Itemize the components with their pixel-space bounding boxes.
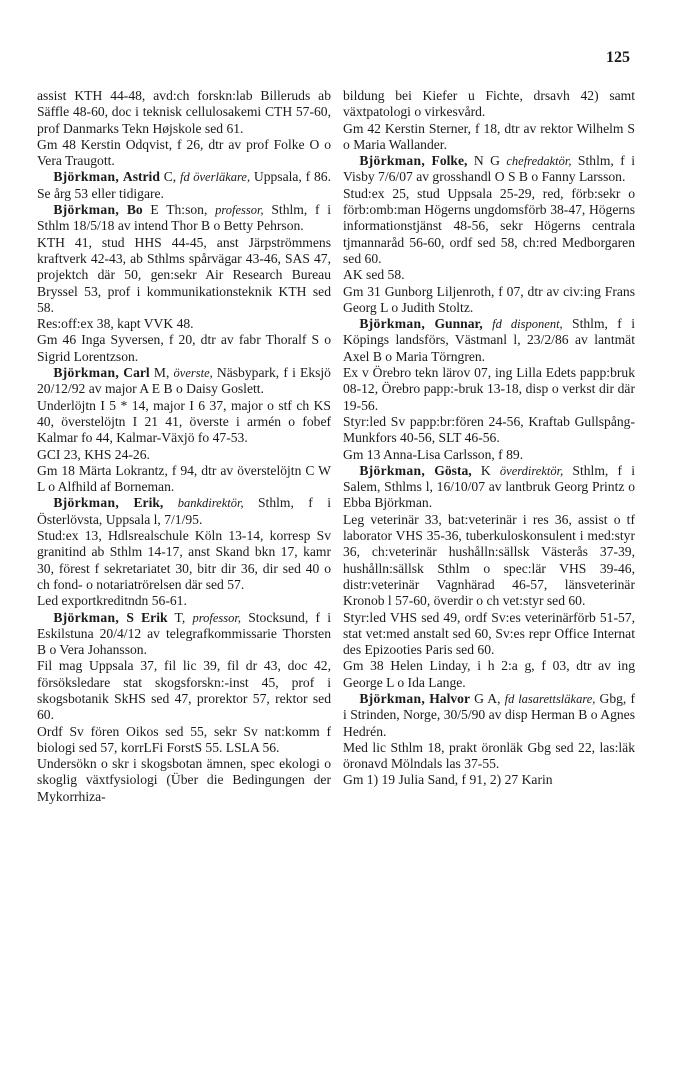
entry-initials: M, bbox=[149, 365, 170, 381]
entry-surname: Björkman, bbox=[359, 690, 426, 706]
entry-details: Sthlm, f i Sthlm 18/5/18 av intend Thor B o Betty Pehrson. bbox=[37, 202, 331, 234]
biography-entry bbox=[343, 691, 635, 740]
entry-paragraph: GCI 23, KHS 24-26. bbox=[37, 446, 150, 462]
entry-paragraph: KTH 41, stud HHS 44-45, anst Järpströmmens kraftverk 42-43, ab Sthlms spårvägar 43-46, SAS 47, projektch där 50, gen:sekr Air Research Bureau Bryssel 53, prof i kommunikationsteknik KTH sed 58. bbox=[37, 234, 331, 315]
entry-details: Sthlm, f i Salem, Sthlms l, 16/10/07 av lantbruk Georg Printz o Ebba Björkman. bbox=[343, 462, 635, 511]
entry-paragraph: Gm 13 Anna-Lisa Carlsson, f 89. bbox=[343, 446, 524, 462]
entry-paragraph: Stud:ex 25, stud Uppsala 25-29, red, förb:sekr o förb:omb:man Högerns ungdomsförb 38-47, Högerns informationstjänst 48-56, sekr Högerns centrala tjmannaråd 56-60, ordf sed 58, ch:red Medborgaren sed 60. bbox=[343, 185, 635, 266]
entry-title: överste, bbox=[173, 366, 213, 381]
entry-initials: T, bbox=[167, 609, 186, 625]
entry-paragraph: Led exportkreditndn 56-61. bbox=[37, 593, 187, 609]
entry-paragraph: Gm 1) 19 Julia Sand, f 91, 2) 27 Karin bbox=[343, 772, 553, 788]
entry-initials: N G bbox=[467, 153, 500, 169]
entry-surname: Björkman, bbox=[53, 202, 120, 218]
entry-surname: Björkman, bbox=[53, 609, 120, 625]
entry-paragraph: Med lic Sthlm 18, prakt öronläk Gbg sed 22, las:läk öronavd Mölndals las 37-55. bbox=[343, 739, 635, 772]
entry-title: professor, bbox=[215, 203, 264, 218]
page-number: 125 bbox=[606, 49, 630, 66]
entry-details: Sthlm, f i Köpings landsförs, Västmanl l, 23/2/86 av lantmät Axel B o Maria Törngren. bbox=[343, 316, 635, 364]
right-column bbox=[343, 88, 635, 789]
entry-paragraph: Styr:led VHS sed 49, ordf Sv:es veterinärförb 51-57, stat vet:med anstalt sed 60, Sv:es repr Office Internat des Epizooties Paris sed 60. bbox=[343, 609, 635, 658]
biography-entry bbox=[343, 316, 635, 365]
entry-given-name: Halvor bbox=[429, 690, 470, 706]
biography-entry bbox=[37, 495, 331, 528]
entry-paragraph: Res:off:ex 38, kapt VVK 48. bbox=[37, 316, 194, 332]
entry-paragraph: Gm 38 Helen Linday, i h 2:a g, f 03, dtr av ing George L o Ida Lange. bbox=[343, 658, 635, 690]
entry-surname: Björkman, bbox=[359, 153, 426, 169]
biography-entry bbox=[37, 610, 331, 659]
entry-given-name: Astrid bbox=[122, 169, 160, 185]
biography-entry bbox=[37, 169, 331, 202]
entry-title: fd överläkare, bbox=[180, 170, 251, 185]
entry-title: chefredaktör, bbox=[506, 154, 572, 169]
entry-given-name: Bo bbox=[126, 202, 143, 218]
entry-paragraph: Gm 18 Märta Lokrantz, f 94, dtr av överstelöjtn C W L o Alfhild af Borneman. bbox=[37, 462, 331, 495]
entry-initials: G A, bbox=[469, 690, 501, 706]
entry-title: bankdirektör, bbox=[177, 496, 244, 511]
entry-given-name: Folke, bbox=[431, 153, 468, 169]
entry-surname: Björkman, bbox=[53, 169, 120, 185]
entry-paragraph: Gm 48 Kerstin Odqvist, f 26, dtr av prof Folke O o Vera Traugott. bbox=[37, 136, 331, 169]
biography-entry bbox=[343, 153, 635, 186]
entry-surname: Björkman, bbox=[53, 365, 120, 381]
entry-title: fd lasarettsläkare, bbox=[504, 691, 596, 706]
entry-paragraph: Ex v Örebro tekn lärov 07, ing Lilla Edets papp:bruk 08-12, Örebro papp:-bruk 13-18, disp o verkst dir där 19-56. bbox=[343, 365, 635, 413]
entry-paragraph: Gm 31 Gunborg Liljenroth, f 07, dtr av civ:ing Frans Georg L o Judith Stoltz. bbox=[343, 283, 635, 315]
biography-entry bbox=[343, 463, 635, 512]
entry-title: professor, bbox=[192, 610, 241, 625]
entry-paragraph: AK sed 58. bbox=[343, 267, 405, 283]
entry-paragraph: Undersökn o skr i skogsbotan ämnen, spec ekologi o skoglig växtfysiologi (Über die Bedingungen der Mykorrhiza- bbox=[37, 756, 331, 804]
entry-given-name: Carl bbox=[123, 365, 150, 381]
entry-paragraph: Underlöjtn I 5 * 14, major I 6 37, major o stf ch KS 40, överstelöjtn I 21 41, överste i armén o fobef Kalmar fo 44, Kalmar-Växjö fo 47-53. bbox=[37, 397, 331, 446]
entry-title: fd disponent, bbox=[492, 317, 563, 332]
entry-details: Sthlm, f i Visby 7/6/07 av grosshandl O S B o Fanny Larsson. bbox=[343, 153, 635, 185]
entry-paragraph: Styr:led Sv papp:br:fören 24-56, Kraftab Gullspång-Munkfors 40-56, SLT 46-56. bbox=[343, 413, 635, 446]
entry-paragraph: bildung bei Kiefer u Fichte, drsavh 42) samt växtpatologi o virkesvård. bbox=[343, 88, 635, 120]
entry-details: Stocksund, f i Eskilstuna 20/4/12 av telegrafkommissarie Thorsten B o Vera Johansson. bbox=[37, 609, 331, 658]
biography-entry bbox=[37, 202, 331, 235]
entry-details: Gbg, f i Strinden, Norge, 30/5/90 av disp Herman B o Agnes Hedrén. bbox=[343, 690, 635, 739]
entry-initials: K bbox=[471, 462, 491, 478]
left-column bbox=[37, 88, 331, 805]
entry-paragraph: Gm 42 Kerstin Sterner, f 18, dtr av rektor Wilhelm S o Maria Wallander. bbox=[343, 120, 635, 152]
entry-details: Uppsala, f 86. Se årg 53 eller tidigare. bbox=[37, 169, 331, 201]
entry-paragraph: Leg veterinär 33, bat:veterinär i res 36, assist o tf laborator VHS 35-36, tuberkuloskonsulent i med:styr 36, ch:veterinär hushålln:sällsk Västerås 37-39, hushålln:sällsk Sthlm o spec:lär VHS 39-46, distr:veterinär Vagnhärad 46-57, länsveterinär Kronob l 57-60, överdir o ch vet:styr sed 60. bbox=[343, 511, 635, 609]
entry-paragraph: Stud:ex 13, Hdlsrealschule Köln 13-14, korresp Sv granitind ab Sthlm 14-17, anst Skand bkn 17, kamr 30, förest f sekretariatet 30, bitr dir 36, dir sed 40 o ch fond- o notariatrörelsen där sed 57. bbox=[37, 528, 331, 592]
entry-given-name: S Erik bbox=[126, 609, 168, 625]
entry-surname: Björkman, bbox=[359, 462, 426, 478]
entry-given-name: Gösta, bbox=[434, 462, 472, 478]
entry-paragraph: Fil mag Uppsala 37, fil lic 39, fil dr 43, doc 42, försöksledare stat skogsforskn:-inst 45, prof i skogsbotanik SkHS sed 47, prorektor 57, rektor sed 60. bbox=[37, 658, 331, 723]
entry-given-name: Erik, bbox=[133, 495, 164, 511]
entry-details: Sthlm, f i Österlövsta, Uppsala l, 7/1/95. bbox=[37, 495, 331, 527]
entry-given-name: Gunnar, bbox=[434, 316, 483, 332]
entry-initials: E Th:son, bbox=[142, 202, 208, 218]
entry-surname: Björkman, bbox=[53, 495, 120, 511]
entry-paragraph: Gm 46 Inga Syversen, f 20, dtr av fabr Thoralf S o Sigrid Lorentzson. bbox=[37, 332, 331, 364]
entry-title: överdirektör, bbox=[499, 463, 564, 478]
entry-initials: C, bbox=[159, 169, 177, 185]
entry-surname: Björkman, bbox=[359, 316, 426, 332]
entry-paragraph: Ordf Sv fören Oikos sed 55, sekr Sv nat:komm f biologi sed 57, korrLFi ForstS 55. LSLA 56. bbox=[37, 723, 331, 755]
biography-entry bbox=[37, 365, 331, 398]
entry-paragraph: assist KTH 44-48, avd:ch forskn:lab Billeruds ab Säffle 48-60, doc i teknisk cellulosakemi CTH 57-60, prof Danmarks Tekn Højskole sed 61. bbox=[37, 88, 331, 136]
entry-details: Näsbypark, f i Eksjö 20/12/92 av major A E B o Daisy Goslett. bbox=[37, 365, 331, 397]
